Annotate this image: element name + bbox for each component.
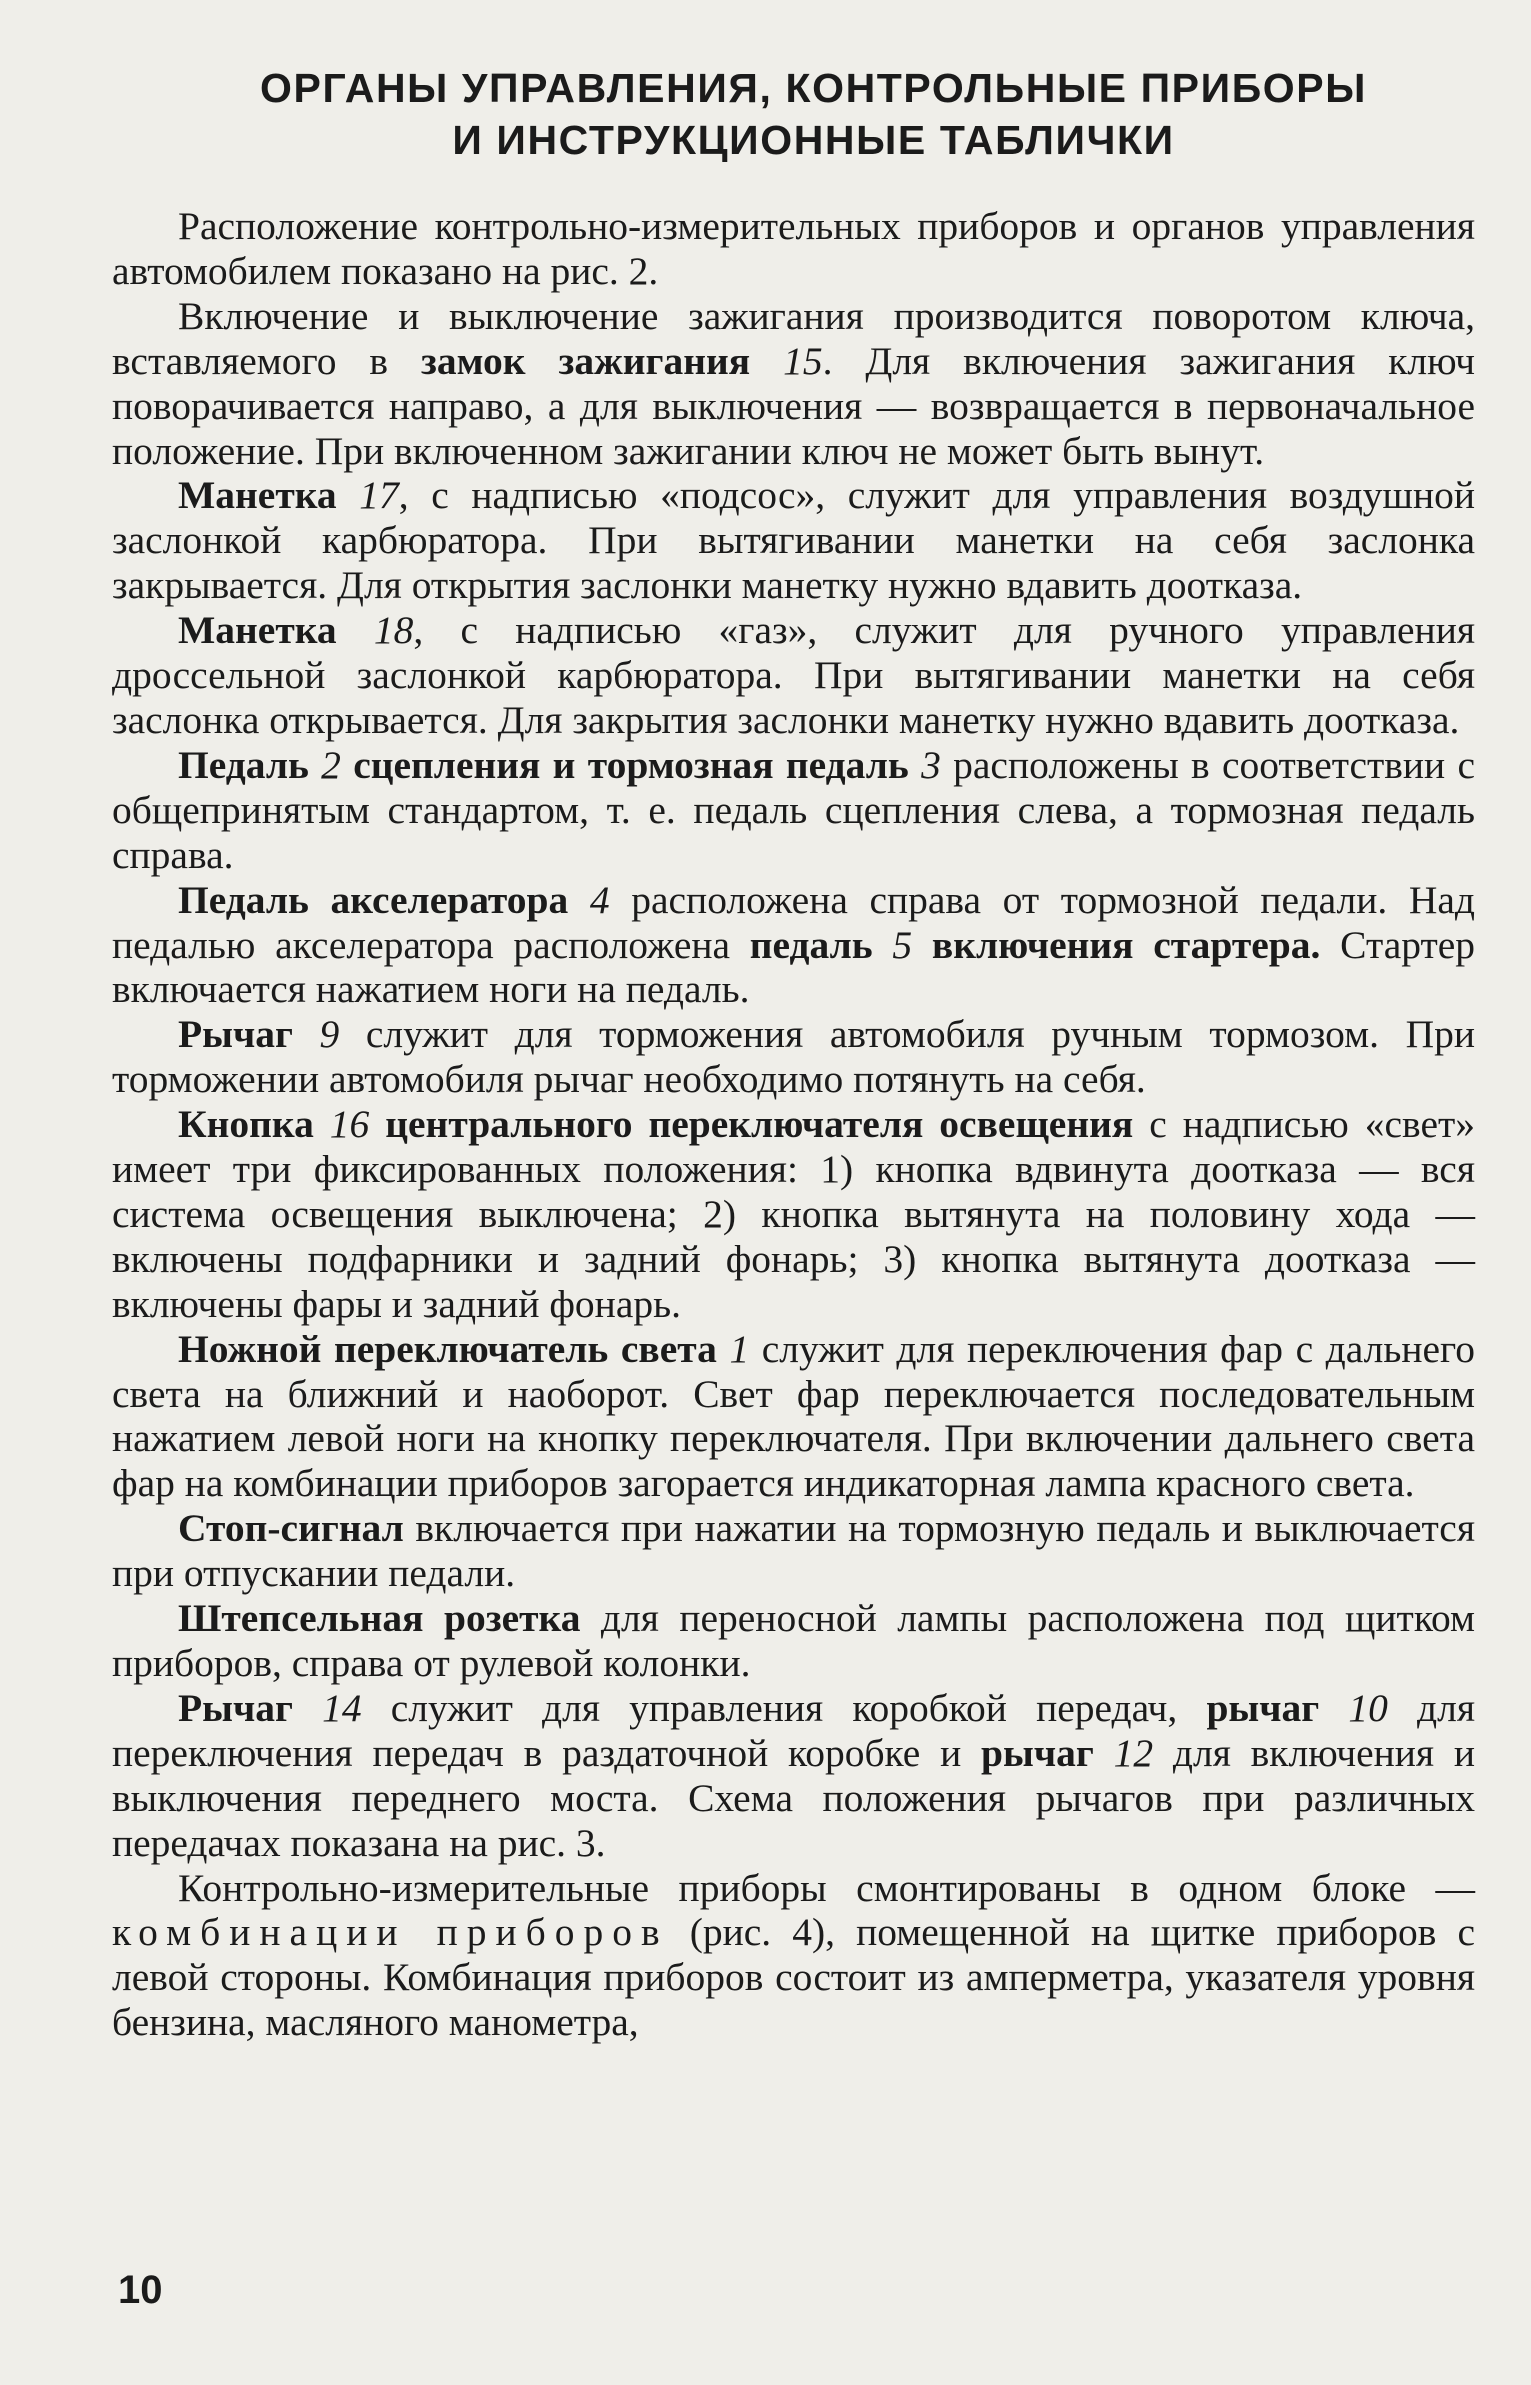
text-run: (рис. 4), помещенной на щитке приборов с левой стороны. Комбинация приборов состоит из амперметра, указателя уровня бензина, масляного манометра, <box>112 1910 1476 2045</box>
bold-term: Манетка <box>178 608 337 653</box>
text-run: для переносной лампы расположена под щитком приборов, справа от рулевой колонки. <box>112 1596 1475 1685</box>
bold-term: Манетка <box>178 473 337 518</box>
page-title <box>112 62 1475 166</box>
text-run <box>909 743 921 787</box>
bold-term: включения стартера. <box>931 922 1321 967</box>
paragraph-p12 <box>112 1686 1475 1866</box>
reference-number: 2 <box>321 742 341 787</box>
text-run <box>1094 1731 1114 1775</box>
reference-number: 15 <box>783 338 823 383</box>
text-run: служит для торможения автомобиля ручным тормозом. При торможении автомобиля рычаг необходимо потянуть на себя. <box>112 1012 1476 1102</box>
text-run <box>293 1012 320 1056</box>
paragraph-p11 <box>112 1596 1475 1686</box>
bold-term: Штепсельная розетка <box>178 1596 581 1641</box>
bold-term: Рычаг <box>178 1012 293 1057</box>
paragraph-p9 <box>112 1327 1475 1507</box>
paragraph-p5 <box>112 743 1475 878</box>
text-run: для включения и выключения переднего моста. Схема положения рычагов при различных передачах показана на рис. 3. <box>112 1730 1475 1865</box>
text-run <box>369 1102 385 1146</box>
bold-term: замок зажигания <box>421 338 751 383</box>
bold-term: Рычаг <box>178 1685 293 1730</box>
text-run: , с надписью «подсос», служит для управления воздушной заслонкой карбюратора. При вытягивании манетки на себя заслонка закрывается. Для открытия заслонки манетку нужно вдавить доотказа. <box>112 473 1475 608</box>
bold-term: рычаг <box>981 1730 1094 1775</box>
text-run: включается при нажатии на тормозную педаль и выключается при отпускании педали. <box>112 1506 1475 1596</box>
bold-term: сцепления и тормозная педаль <box>353 742 909 787</box>
spaced-term: комбинации приборов <box>112 1910 669 1955</box>
paragraph-p13 <box>112 1866 1475 2046</box>
page-number: 10 <box>118 2268 163 2312</box>
body-text <box>112 204 1475 2045</box>
reference-number: 9 <box>319 1012 340 1057</box>
bold-term: педаль <box>749 922 873 967</box>
text-run: расположена справа от тормозной педали. Над педалью акселератора расположена <box>112 877 1476 967</box>
reference-number: 18 <box>373 608 414 653</box>
text-run <box>717 1327 730 1371</box>
bold-term: центрального переключателя освещения <box>385 1102 1134 1147</box>
text-run: Включение и выключение зажигания производится поворотом ключа, вставляемого в <box>112 293 1475 383</box>
bold-term: Ножной переключатель света <box>178 1326 717 1371</box>
text-run: с надписью «свет» имеет три фиксированных положения: 1) кнопка вдвинута доотказа — вся система освещения выключена; 2) кнопка вытянута на половину хода — включены подфарники и задний фонарь; 3) кнопка вытянута доотказа — включены фары и задний фонарь. <box>112 1102 1475 1326</box>
text-run <box>337 608 374 652</box>
bold-term: Педаль <box>178 742 309 787</box>
title-line-1: ОРГАНЫ УПРАВЛЕНИЯ, КОНТРОЛЬНЫЕ ПРИБОРЫ <box>260 65 1367 111</box>
paragraph-p6 <box>112 878 1475 1013</box>
text-run <box>314 1102 330 1146</box>
title-line-2: И ИНСТРУКЦИОННЫЕ ТАБЛИЧКИ <box>452 117 1175 163</box>
text-run: , с надписью «газ», служит для ручного управления дроссельной заслонкой карбюратора. При вытягивании манетки на себя заслонка открывается. Для закрытия заслонки манетку нужно вдавить доотказа. <box>112 608 1475 742</box>
text-run <box>568 878 590 922</box>
paragraph-p1 <box>112 204 1475 294</box>
reference-number: 16 <box>329 1102 370 1147</box>
text-run: Контрольно-измерительные приборы смонтированы в одном блоке — <box>178 1865 1475 1910</box>
reference-number: 17 <box>359 473 399 518</box>
text-run <box>337 473 360 517</box>
text-run: служит для переключения фар с дальнего света на ближний и наоборот. Свет фар переключается последовательным нажатием левой ноги на кнопку переключателя. При включении дальнего света фар на комбинации приборов загорается индикаторная лампа красного света. <box>112 1326 1476 1506</box>
text-run <box>293 1686 322 1730</box>
bold-term: рычаг <box>1206 1685 1320 1730</box>
text-run <box>341 743 353 787</box>
bold-term: Стоп-сигнал <box>178 1506 404 1551</box>
text-run: Расположение контрольно-измерительных приборов и органов управления автомобилем показано на рис. 2. <box>112 204 1475 293</box>
text-run: Стартер включается нажатием ноги на педаль. <box>112 922 1476 1012</box>
text-run <box>309 743 321 787</box>
reference-number: 12 <box>1113 1730 1154 1775</box>
bold-term: Кнопка <box>178 1102 314 1147</box>
reference-number: 4 <box>589 877 610 922</box>
text-run <box>1319 1686 1348 1730</box>
paragraph-p3 <box>112 473 1475 608</box>
text-run <box>873 923 893 967</box>
reference-number: 1 <box>729 1326 750 1371</box>
text-run: для переключения передач в раздаточной коробке и <box>112 1685 1475 1775</box>
bold-term: Педаль акселератора <box>178 877 569 922</box>
reference-number: 5 <box>892 922 913 967</box>
paragraph-p2 <box>112 294 1475 474</box>
paragraph-p10 <box>112 1506 1475 1596</box>
paragraph-p8 <box>112 1102 1475 1327</box>
text-run: расположены в соответствии с общепринятым стандартом, т. е. педаль сцепления слева, а тормозная педаль справа. <box>112 742 1476 877</box>
paragraph-p7 <box>112 1012 1475 1102</box>
text-run: . Для включения зажигания ключ поворачивается направо, а для выключения — возвращается в первоначальное положение. При включенном зажигании ключ не может быть вынут. <box>112 338 1475 473</box>
text-run <box>912 923 932 967</box>
reference-number: 14 <box>322 1685 362 1730</box>
reference-number: 10 <box>1348 1685 1388 1730</box>
text-run <box>750 339 783 383</box>
paragraph-p4 <box>112 608 1475 743</box>
reference-number: 3 <box>921 742 941 787</box>
text-run: служит для управления коробкой передач, <box>361 1685 1207 1730</box>
